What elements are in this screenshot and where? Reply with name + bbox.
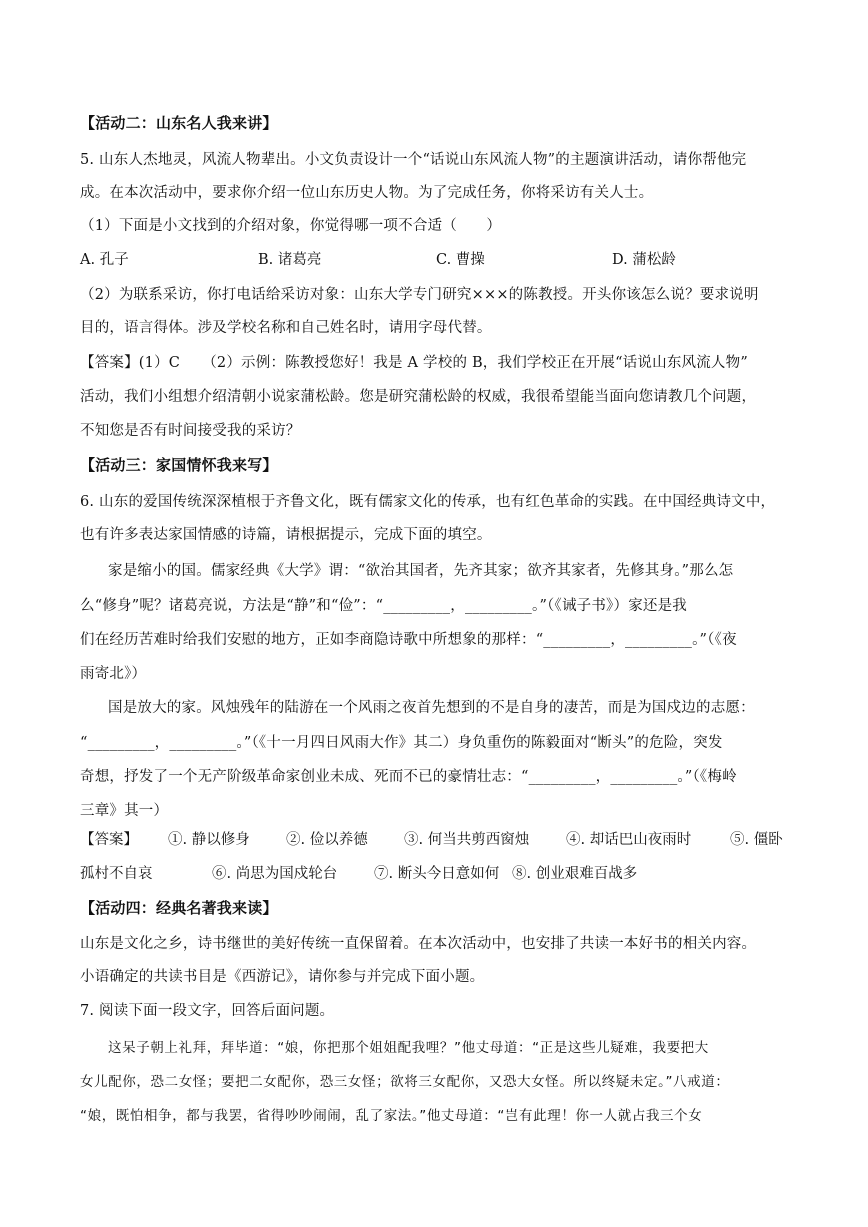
answer5-line3: 不知您是否有时间接受我的采访？ (80, 423, 301, 439)
answer6-item-5a: ⑤. 僵卧 (730, 832, 783, 848)
q6-line2: 也有许多表达家国情感的诗篇，请根据提示，完成下面的填空。 (80, 527, 492, 543)
option-b: B. 诸葛亮 (258, 252, 322, 268)
q5-sub2-line2: 目的，语言得体。涉及学校名称和自己姓名时，请用字母代替。 (80, 320, 492, 336)
p1-line4: 雨寄北》） (80, 666, 147, 682)
activity2-heading: 【活动二：山东名人我来讲】 (80, 114, 278, 132)
answer6-item-6: ⑥. 尚思为国戍轮台 (212, 866, 338, 882)
activity3-heading: 【活动三：家国情怀我来写】 (80, 456, 278, 474)
passage-line2: 女儿配你，恐二女怪；要把二女配你，恐三女怪；欲将三女配你，又恐大女怪。所以终疑未定。”八戒道： (80, 1074, 730, 1090)
p2-line2: “_________，_________。”（《十一月四日风雨大作》其二）身负重伤的陈毅面对“断头”的危险，突发 (80, 735, 723, 751)
q6-line1: 6. 山东的爱国传统深深植根于齐鲁文化，既有儒家文化的传承，也有红色革命的实践。在中国经典诗文中， (80, 494, 776, 510)
activity4-heading: 【活动四：经典名著我来读】 (80, 899, 278, 917)
p1-line3: 们在经历苦难时给我们安慰的地方，正如李商隐诗歌中所想象的那样：“_________，_________。”（《夜 (80, 632, 737, 648)
answer6-item-5b: 孤村不自哀 (80, 866, 153, 882)
q7: 7. 阅读下面一段文字，回答后面问题。 (80, 1003, 335, 1019)
answer6-item-3: ③. 何当共剪西窗烛 (404, 832, 530, 848)
p2-line3: 奇想，抒发了一个无产阶级革命家创业未成、死而不已的豪情壮志：“_________，_________。”（《梅岭 (80, 769, 737, 785)
answer5-line1: 【答案】(1）C （2）示例：陈教授您好！我是 A 学校的 B，我们学校正在开展“话说山东风流人物” (80, 355, 748, 371)
answer6-label: 【答案】 (80, 832, 138, 848)
answer6-item-8: ⑧. 创业艰难百战多 (512, 866, 638, 882)
option-a: A. 孔子 (80, 252, 129, 268)
passage-line3: “娘，既怕相争，都与我罢，省得吵吵闹闹，乱了家法。”他丈母道：“岂有此理！你一人就占我三个女 (80, 1108, 703, 1124)
p2-line1: 国是放大的家。风烛残年的陆游在一个风雨之夜首先想到的不是自身的凄苦，而是为国戍边的志愿： (108, 700, 755, 716)
p1-line1: 家是缩小的国。儒家经典《大学》谓：“欲治其国者，先齐其家；欲齐其家者，先修其身。”那么怎 (108, 563, 734, 579)
passage-line1: 这呆子朝上礼拜，拜毕道：“娘，你把那个姐姐配我哩？”他丈母道：“正是这些儿疑难，我要把大 (108, 1040, 709, 1056)
answer6-item-4: ④. 却话巴山夜雨时 (566, 832, 692, 848)
q5-line2: 成。在本次活动中，要求你介绍一位山东历史人物。为了完成任务，你将采访有关人士。 (80, 185, 654, 201)
p2-line4: 三章》其一） (80, 803, 169, 819)
option-d: D. 蒲松龄 (612, 252, 676, 268)
answer6-item-1: ①. 静以修身 (168, 832, 250, 848)
option-c: C. 曹操 (436, 252, 485, 268)
p1-line2: 么“修身”呢？诸葛亮说，方法是“静”和“俭”：“_________，_________。”（《诫子书》）家还是我 (80, 598, 687, 614)
answer5-line2: 活动，我们小组想介绍清朝小说家蒲松龄。您是研究蒲松龄的权威，我很希望能当面向您请教几个问题， (80, 389, 757, 405)
activity4-intro-line1: 山东是文化之乡，诗书继世的美好传统一直保留着。在本次活动中，也安排了共读一本好书的相关内容。 (80, 936, 757, 952)
answer6-item-2: ②. 俭以养德 (286, 832, 368, 848)
answer6-item-7: ⑦. 断头今日意如何 (374, 866, 500, 882)
activity4-intro-line2: 小语确定的共读书目是《西游记》，请你参与并完成下面小题。 (80, 969, 485, 985)
q5-line1: 5. 山东人杰地灵，风流人物辈出。小文负责设计一个“话说山东风流人物”的主题演讲活动，请你帮他完 (80, 152, 747, 168)
q5-sub2-line1: （2）为联系采访，你打电话给采访对象：山东大学专门研究×××的陈教授。开头你该怎么说？要求说明 (80, 287, 759, 303)
q5-sub1: （1）下面是小文找到的介绍对象，你觉得哪一项不合适（ ） (80, 218, 502, 234)
